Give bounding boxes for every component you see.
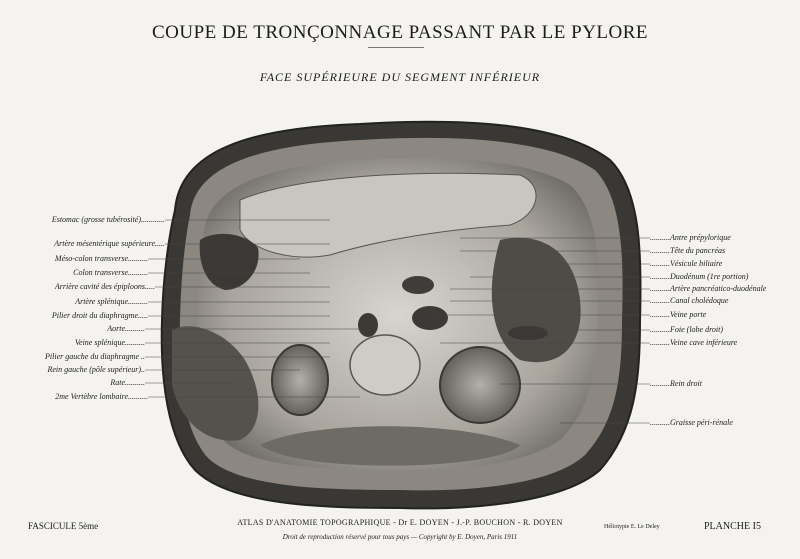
label-artere-splenique: Artère splénique.......... <box>75 297 148 306</box>
label-vertebre-lombaire: 2me Vertèbre lombaire.......... <box>55 392 148 401</box>
copyright-line: Droit de reproduction réservé pour tous pays — Copyright by E. Doyen, Paris 1911 <box>282 533 518 541</box>
left-kidney <box>272 345 328 415</box>
vertebra <box>350 335 420 395</box>
label-rein-gauche: Rein gauche (pôle supérieur).. <box>47 365 145 374</box>
label-arriere-cavite: Arrière cavité des épiploons..... <box>54 282 155 291</box>
label-veine-splenique: Veine splénique.......... <box>75 338 145 347</box>
label-artere-mesenterique: Artère mésentérique supérieure..... <box>54 239 165 248</box>
label-veine-cave: ..........Veine cave inférieure <box>650 338 738 347</box>
vena-cava <box>412 306 448 330</box>
label-rate: Rate.......... <box>110 378 145 387</box>
label-duodenum: ..........Duodénum (1re portion) <box>650 272 749 281</box>
right-kidney <box>440 347 520 423</box>
printer-credit: Héliotypie E. Le Deley <box>604 524 660 530</box>
label-meso-colon: Méso-colon transverse.......... <box>54 254 148 263</box>
atlas-credit: ATLAS D'ANATOMIE TOPOGRAPHIQUE - Dr E. DOYEN - J.-P. BOUCHON - R. DOYEN <box>237 518 563 527</box>
label-veine-porte: ..........Veine porte <box>650 310 707 319</box>
label-antre-prepylorique: ..........Antre prépylorique <box>650 233 731 242</box>
plate-title: COUPE DE TRONÇONNAGE PASSANT PAR LE PYLORE <box>151 22 649 43</box>
label-pilier-gauche: Pilier gauche du diaphragme .. <box>45 352 145 361</box>
aorta <box>358 313 378 337</box>
label-rein-droit: ..........Rein droit <box>650 379 702 388</box>
label-artere-pancreatico: ..........Artère pancréatico-duodénale <box>650 284 767 293</box>
portal-vein <box>402 276 434 294</box>
label-graisse-perirenale: ..........Graisse péri-rénale <box>650 418 733 427</box>
plate-number: PLANCHE I5 <box>704 521 761 532</box>
label-estomac: Estomac (grosse tubérosité)............ <box>51 215 165 224</box>
label-pilier-droit: Pilier droit du diaphragme..... <box>51 311 148 320</box>
plate-subtitle: FACE SUPÉRIEURE DU SEGMENT INFÉRIEUR <box>259 70 541 84</box>
label-vesicule-biliaire: ..........Vésicule biliaire <box>650 259 723 268</box>
fascicule-number: FASCICULE 5ème <box>28 521 99 531</box>
label-tete-pancreas: ..........Tête du pancréas <box>650 246 726 255</box>
label-aorte: Aorte.......... <box>107 324 145 333</box>
gallbladder <box>508 326 548 340</box>
label-foie: ..........Foie (lobe droit) <box>650 325 724 334</box>
label-canal-choledoque: ..........Canal cholédoque <box>650 296 729 305</box>
label-colon-transverse: Colon transverse.......... <box>73 268 148 277</box>
